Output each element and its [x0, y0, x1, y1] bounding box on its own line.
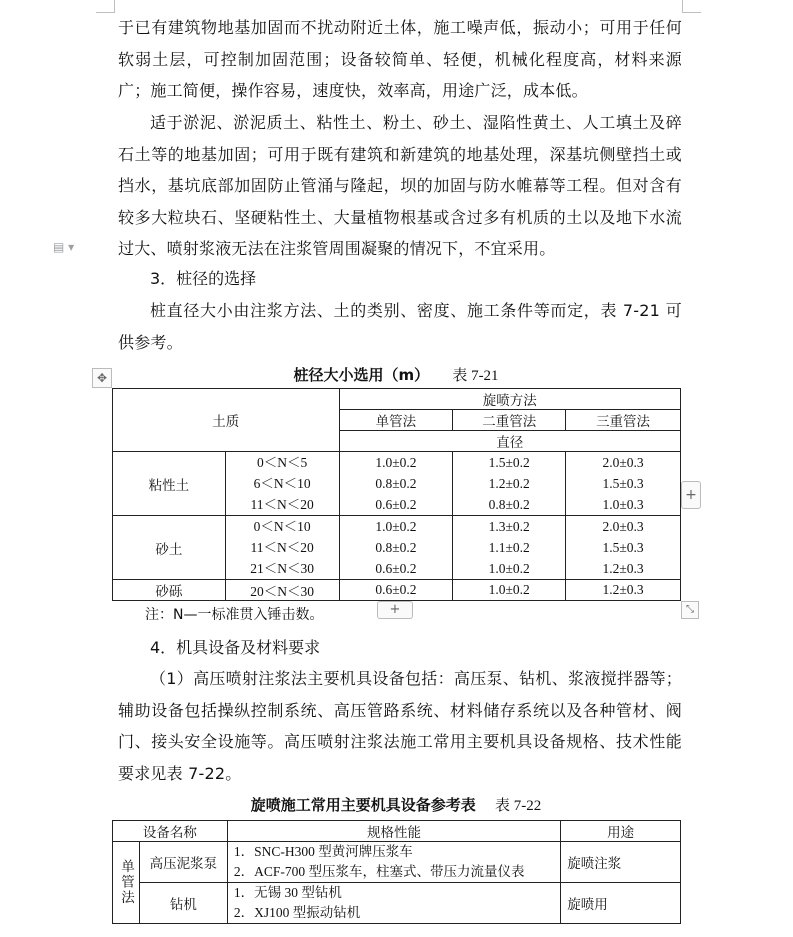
value: 1.2±0.3 [566, 580, 681, 601]
n-range: 0＜N＜5 [257, 455, 308, 470]
equipment-name: 钻机 [139, 883, 227, 924]
n-range: 21＜N＜30 [250, 561, 314, 576]
method-triple: 三重管法 [566, 410, 681, 431]
page-corner-mark-left [96, 0, 115, 13]
spec-list [227, 883, 560, 924]
paragraph-text: 适于淤泥、淤泥质土、粘性土、粉土、砂土、湿陷性黄土、人工填土及碎石土等的地基加固；可用于既有建筑和新建筑的地基处理，深基坑侧壁挡土或挡水，基坑底部加固防止管涌与隆起，坝的加固与防水帷幕等工程。但对含有较多大粒块石、坚硬粘性土、大量植物根基或含过多有机质的土以及地下水流过大、喷射浆液无法在注浆管周围凝聚的情况下，不宜采用。 [118, 113, 682, 258]
table-note: 注：N—一标准贯入锤击数。 [145, 607, 324, 623]
paragraph-applicability [118, 107, 682, 265]
section-heading-equipment: 4．机具设备及材料要求 [150, 638, 321, 657]
spec-item: 1．SNC-H300 型黄河牌压浆车 [233, 844, 413, 859]
soil-header: 土质 [113, 389, 340, 452]
spec-item: 2．ACF-700 型压浆车，柱塞式、带压力流量仪表 [233, 864, 525, 879]
soil-name: 砂土 [113, 516, 226, 580]
value: 1.1±0.2 [488, 540, 530, 555]
table-7-21-caption [112, 364, 680, 385]
spec-item: 1．无锡 30 型钻机 [233, 885, 342, 900]
value: 0.8±0.2 [375, 540, 417, 555]
single-values [339, 516, 453, 580]
paragraph-text: 桩直径大小由注浆方法、土的类别、密度、施工条件等而定，表 7-21 可供参考。 [118, 301, 682, 352]
value: 1.2±0.2 [488, 476, 530, 491]
value: 1.3±0.2 [488, 519, 530, 534]
double-values [453, 452, 566, 516]
value: 1.0±0.2 [375, 519, 417, 534]
section-heading-pile-diameter: 3．桩径的选择 [150, 269, 257, 288]
value: 0.6±0.2 [375, 561, 417, 576]
value: 1.2±0.3 [602, 561, 644, 576]
add-row-button[interactable]: + [377, 601, 413, 619]
method-single: 单管法 [339, 410, 453, 431]
value: 1.0±0.2 [488, 561, 530, 576]
triple-values [566, 452, 681, 516]
value: 0.8±0.2 [488, 497, 530, 512]
table-7-22 [112, 820, 681, 924]
table-resize-icon[interactable]: ⤡ [681, 601, 699, 619]
n-range-cell [225, 516, 339, 580]
page-corner-mark-right [682, 0, 701, 13]
header-equipment-name: 设备名称 [113, 821, 228, 842]
caption-title: 桩径大小选用（m） [293, 366, 430, 384]
caption-number: 表 7-21 [452, 368, 499, 384]
header-use: 用途 [561, 821, 681, 842]
paragraph-advantages [118, 12, 682, 107]
value: 1.0±0.2 [375, 455, 417, 470]
table-7-21 [112, 388, 681, 601]
n-range: 11＜N＜20 [250, 497, 314, 512]
n-range: 11＜N＜20 [250, 540, 314, 555]
value: 1.5±0.2 [488, 455, 530, 470]
header-specs: 规格性能 [227, 821, 560, 842]
caption-number: 表 7-22 [495, 798, 542, 814]
paragraph-text: 于已有建筑物地基加固而不扰动附近土体，施工噪声低，振动小；可用于任何软弱土层，可控制加固范围；设备较简单、轻便，机械化程度高，材料来源广；施工简便，操作容易，速度快，效率高，用途广泛，成本低。 [118, 18, 682, 100]
n-range: 20＜N＜30 [225, 580, 339, 601]
value: 1.5±0.3 [602, 540, 644, 555]
spec-list [227, 842, 560, 883]
paragraph-menu-icon[interactable]: ▤ ▾ [53, 240, 75, 254]
value: 2.0±0.3 [602, 455, 644, 470]
value: 1.5±0.3 [602, 476, 644, 491]
soil-name: 粘性土 [113, 452, 226, 516]
value: 0.8±0.2 [375, 476, 417, 491]
soil-name: 砂砾 [113, 580, 226, 601]
n-range: 0＜N＜10 [253, 519, 311, 534]
paragraph-text: （1）高压喷射注浆法主要机具设备包括：高压泵、钻机、浆液搅拌器等；辅助设备包括操纵控制系统、高压管路系统、材料储存系统以及各种管材、阀门、接头安全设施等。高压喷射注浆法施工常用主要机具设备规格、技术性能要求见表 7-22。 [118, 669, 682, 783]
equipment-name: 高压泥浆泵 [139, 842, 227, 883]
single-values [339, 452, 453, 516]
value: 2.0±0.3 [602, 519, 644, 534]
diameter-header: 直径 [339, 431, 681, 452]
paragraph-pile-diameter [118, 295, 682, 358]
method-double: 二重管法 [453, 410, 566, 431]
spec-item: 2．XJ100 型振动钻机 [233, 905, 361, 920]
table-7-22-caption [112, 794, 680, 815]
equipment-use: 旋喷用 [561, 883, 681, 924]
value: 0.6±0.2 [375, 497, 417, 512]
value: 1.0±0.3 [602, 497, 644, 512]
method-header: 旋喷方法 [339, 389, 681, 410]
value: 1.0±0.2 [453, 580, 566, 601]
double-values [453, 516, 566, 580]
table-move-handle-icon[interactable]: ✥ [92, 368, 112, 388]
group-single-pipe: 单管法 [113, 842, 140, 924]
caption-title: 旋喷施工常用主要机具设备参考表 [250, 796, 476, 814]
n-range-cell [225, 452, 339, 516]
paragraph-equipment [118, 663, 682, 789]
n-range: 6＜N＜10 [253, 476, 311, 491]
triple-values [566, 516, 681, 580]
add-column-button[interactable]: + [681, 481, 701, 509]
value: 0.6±0.2 [339, 580, 453, 601]
equipment-use: 旋喷注浆 [561, 842, 681, 883]
